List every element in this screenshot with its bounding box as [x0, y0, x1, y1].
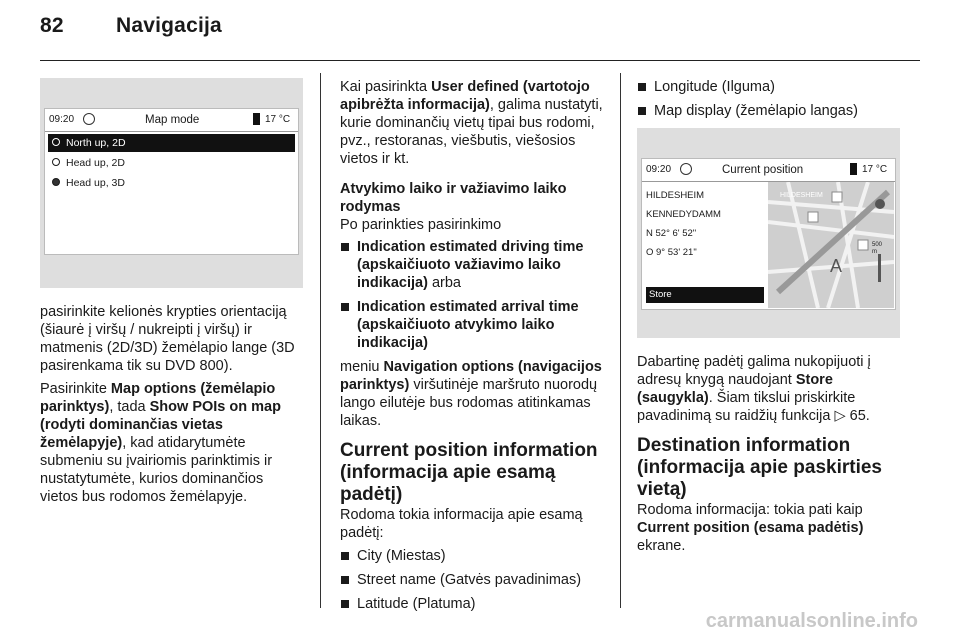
text: . Šiam tikslui priskirkite pavadinimą su raidžių funkcija [637, 390, 856, 424]
bold-term: Map options (žemėlapio parinktys) [40, 381, 276, 415]
paragraph [340, 78, 605, 168]
bold-term: Current position (esama padėtis) [637, 520, 864, 536]
option-label: North up, 2D [66, 137, 126, 149]
column-2 [340, 78, 605, 619]
list-item [340, 547, 605, 565]
bold-term: Indication estimated driving time (apskaičiuoto važiavimo laiko indikacija) [357, 239, 584, 291]
paragraph [340, 358, 605, 430]
bold-term: Navigation options (navigacijos parinktys) [340, 359, 602, 393]
city-line: HILDESHEIM [646, 190, 705, 201]
paragraph: Po parinkties pasirinkimo [340, 217, 502, 233]
bullet-icon [341, 576, 349, 584]
position-status-bar [642, 159, 895, 182]
screen-title: Current position [722, 164, 804, 176]
site-watermark: carmanualsonline.info [705, 610, 918, 632]
list-item [340, 571, 605, 589]
text: , tada [109, 399, 150, 415]
text: Kai pasirinkta [340, 79, 432, 95]
option-label: Head up, 3D [66, 177, 125, 189]
column-divider-2 [620, 73, 621, 608]
list-item [637, 102, 902, 120]
text: , galima nustatyti, kurie dominančių vietų tipai bus rodomi, pvz., restoranas, viešbutis, viešosios vietos ir kt. [340, 97, 603, 167]
bullet-list [637, 78, 902, 120]
subheading-text: Atvykimo laiko ir važiavimo laiko rodymas [340, 181, 567, 215]
list-item [637, 78, 902, 96]
text: Dabartinę padėtį galima nukopijuoti į adresų knygą naudojant [637, 354, 871, 388]
radio-icon [52, 138, 60, 146]
phone-icon [253, 113, 260, 125]
text: ekrane. [637, 538, 686, 554]
paragraph: Rodoma tokia informacija apie esamą padėtį: [340, 507, 583, 541]
bullet-icon [638, 83, 646, 91]
map-scale: 500 m [872, 242, 883, 255]
compass-icon [83, 113, 95, 125]
page-number: 82 [40, 14, 64, 37]
map-mode-figure [40, 78, 303, 288]
text: 65. [845, 408, 870, 424]
bullet-list [340, 547, 605, 613]
column-divider-1 [320, 73, 321, 608]
page-header [40, 14, 222, 38]
column-3-lower [637, 353, 902, 560]
section-heading: Destination information (informacija apie paskirties vietą) [637, 435, 882, 500]
bullet-icon [341, 552, 349, 560]
list-item [340, 238, 605, 292]
text: Rodoma informacija: tokia pati kaip [637, 502, 863, 518]
text: Longitude (Ilguma) [654, 79, 775, 95]
bold-term: User defined (vartotojo apibrėžta informacija) [340, 79, 590, 113]
map-city-label: HILDESHEIM [780, 192, 823, 199]
position-details [646, 186, 721, 262]
text: meniu [340, 359, 384, 375]
street-line: KENNEDYDAMM [646, 209, 721, 220]
clock: 09:20 [646, 164, 672, 175]
text: , kad atidarytumėte submeniu su įvairiomis parinktimis ir nustatytumėte, kurios dominančios vietos bus rodomos žemėlapyje. [40, 435, 273, 505]
arrow-icon: ▷ [834, 408, 846, 424]
current-position-figure [637, 128, 900, 338]
list-item [340, 595, 605, 613]
paragraph [637, 353, 902, 425]
svg-text:A: A [830, 256, 843, 276]
page-title: Navigacija [116, 14, 222, 37]
bold-term: Indication estimated arrival time (apskaičiuoto atvykimo laiko indikacija) [357, 299, 579, 351]
radio-icon [52, 158, 60, 166]
paragraph: pasirinkite kelionės krypties orientaciją (šiaurė į viršų / nukreipti į viršų) ir matmenis (2D/3D) žemėlapio lange (3D pasirenkama tik su DVD 800). [40, 304, 295, 374]
text: Latitude (Platuma) [357, 596, 476, 612]
paragraph [637, 501, 902, 555]
subheading [340, 180, 605, 216]
compass-icon [680, 163, 692, 175]
option-label: Head up, 2D [66, 157, 125, 169]
text: Map display (žemėlapio langas) [654, 103, 858, 119]
option-north-up-2d[interactable] [48, 134, 295, 152]
current-position-screen [641, 158, 896, 310]
text: Street name (Gatvės pavadinimas) [357, 572, 582, 588]
text: arba [427, 275, 461, 291]
temperature: 17 °C [862, 164, 888, 175]
option-head-up-2d[interactable] [48, 154, 295, 172]
column-3 [637, 78, 902, 126]
option-head-up-3d[interactable] [48, 174, 295, 192]
radio-icon [52, 178, 60, 186]
section-heading: Current position information (informacija apie esamą padėtį) [340, 440, 598, 505]
bullet-icon [341, 303, 349, 311]
latitude-line: N 52° 6' 52" [646, 228, 697, 239]
map-mode-status-bar [45, 109, 298, 132]
map-mode-screen [44, 108, 299, 255]
store-label: Store [649, 289, 672, 300]
temperature: 17 °C [265, 114, 291, 125]
store-button[interactable] [646, 287, 764, 303]
paragraph [40, 380, 305, 506]
map-display[interactable] [768, 182, 894, 308]
text: viršutinėje maršruto nuorodų lango eilutėje bus rodomas atitinkamas laikas. [340, 377, 598, 429]
bold-term: Store (saugykla) [637, 372, 833, 406]
bullet-icon [341, 600, 349, 608]
header-rule [40, 60, 920, 61]
text: City (Miestas) [357, 548, 446, 564]
screen-title: Map mode [145, 114, 200, 126]
bold-term: Show POIs on map (rodyti dominančias vietas žemėlapyje) [40, 399, 281, 451]
clock: 09:20 [49, 114, 75, 125]
bullet-icon [341, 243, 349, 251]
bullet-list [340, 238, 605, 352]
longitude-line: O 9° 53' 21" [646, 247, 697, 258]
bullet-icon [638, 107, 646, 115]
column-1 [40, 303, 305, 511]
list-item [340, 298, 605, 352]
phone-icon [850, 163, 857, 175]
text: Pasirinkite [40, 381, 111, 397]
